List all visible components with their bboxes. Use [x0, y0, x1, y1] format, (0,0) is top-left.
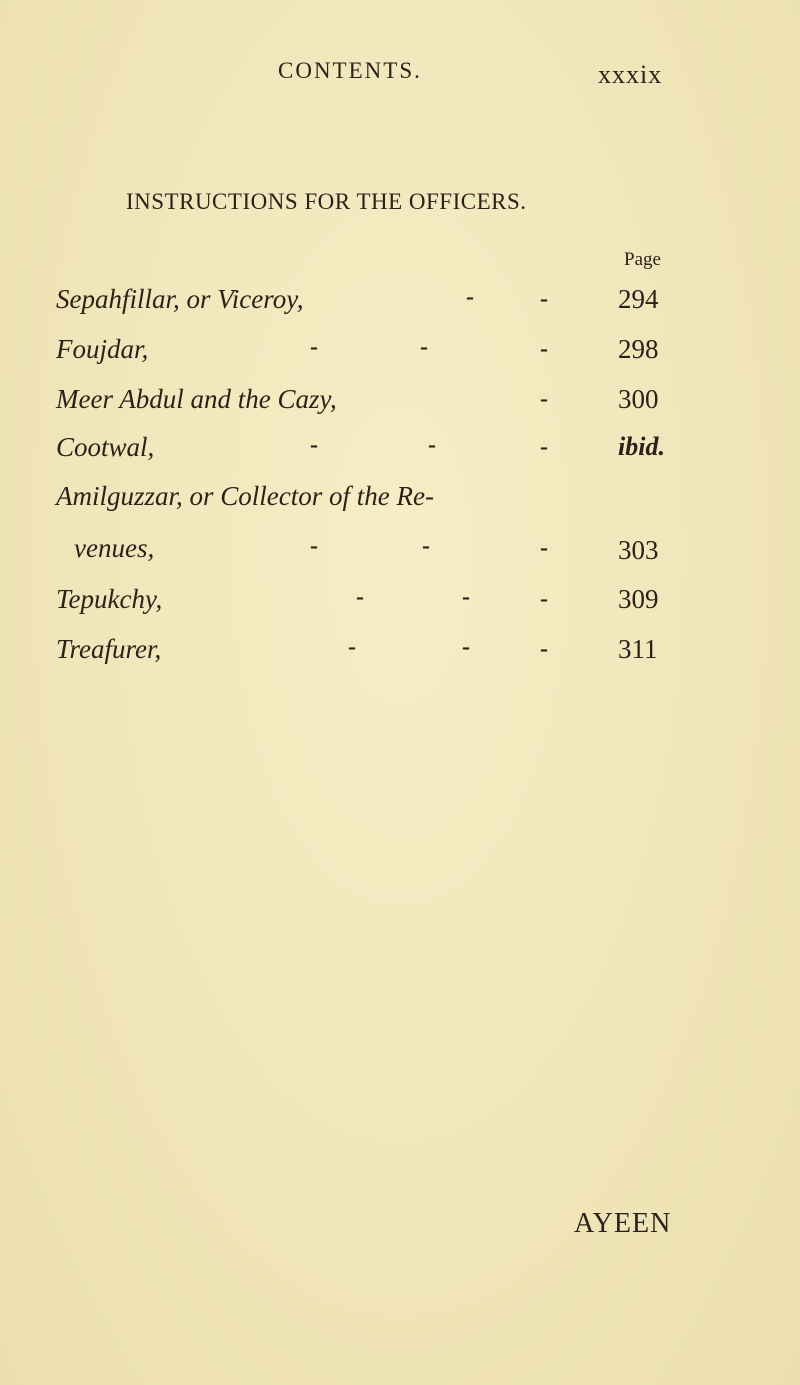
entry-title: Cootwal, [56, 432, 155, 462]
entry-title: Meer Abdul and the Cazy, [56, 384, 337, 414]
toc-entry [0, 384, 800, 424]
leader-dash: - [540, 535, 548, 561]
toc-entry [0, 584, 800, 624]
leader-dash: - [422, 533, 430, 559]
toc-entry [0, 481, 800, 571]
entry-title-continuation: venues, [74, 533, 155, 563]
leader-dash: - [462, 584, 470, 610]
entry-page-number: ibid. [618, 432, 665, 461]
entry-page-number: 309 [618, 584, 659, 614]
toc-entry [0, 284, 800, 324]
leader-dash: - [540, 636, 548, 662]
leader-dash: - [466, 284, 474, 310]
leader-dash: - [540, 336, 548, 362]
leader-dash: - [540, 434, 548, 460]
leader-dash: - [540, 586, 548, 612]
entry-page-number: 298 [618, 334, 659, 364]
entry-page-number: 303 [618, 535, 659, 565]
page-folio: xxxix [598, 60, 663, 89]
leader-dash: - [540, 386, 548, 412]
entry-title: Treafurer, [56, 634, 162, 664]
running-head-title: CONTENTS. [278, 58, 422, 83]
leader-dash: - [348, 634, 356, 660]
toc-entry [0, 432, 800, 472]
running-head [0, 58, 800, 98]
entry-title: Amilguzzar, or Collector of the Re- [56, 481, 434, 511]
page-column-label: Page [624, 249, 661, 270]
entry-title: Tepukchy, [56, 584, 163, 614]
catchword: AYEEN [574, 1208, 672, 1239]
leader-dash: - [310, 334, 318, 360]
entry-page-number: 311 [618, 634, 658, 664]
leader-dash: - [540, 286, 548, 312]
entry-title: Foujdar, [56, 334, 149, 364]
toc-entry [0, 334, 800, 374]
entry-title: Sepahfillar, or Viceroy, [56, 284, 304, 314]
leader-dash: - [420, 334, 428, 360]
entry-page-number: 300 [618, 384, 659, 414]
section-title: INSTRUCTIONS FOR THE OFFICERS. [126, 189, 527, 214]
toc-entry [0, 634, 800, 674]
leader-dash: - [310, 533, 318, 559]
entry-page-number: 294 [618, 284, 659, 314]
leader-dash: - [462, 634, 470, 660]
leader-dash: - [356, 584, 364, 610]
leader-dash: - [428, 432, 436, 458]
leader-dash: - [310, 432, 318, 458]
